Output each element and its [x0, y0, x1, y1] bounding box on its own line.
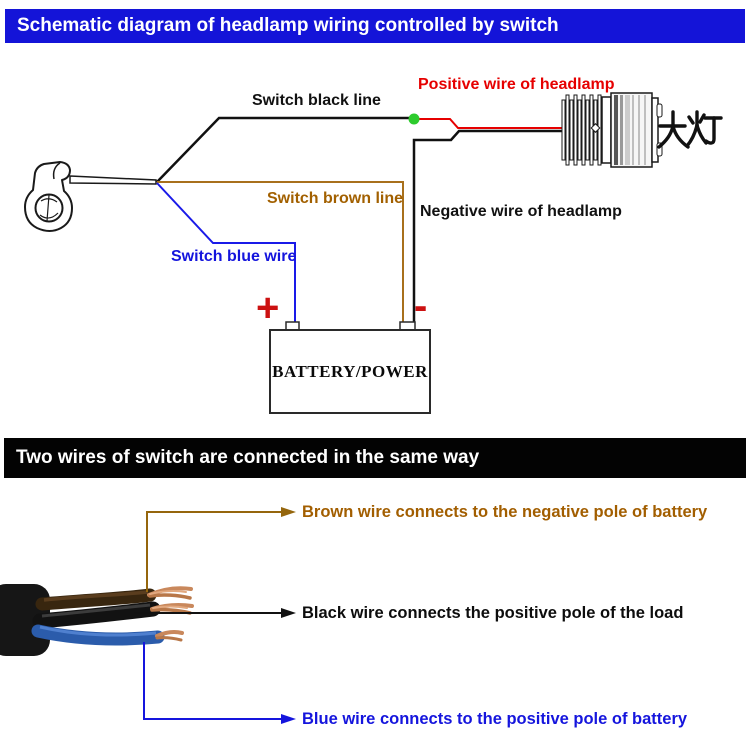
blue-wire-note: Blue wire connects to the positive pole of battery	[302, 710, 688, 728]
headlamp-icon	[562, 93, 662, 167]
headlamp-cn-text	[658, 108, 724, 150]
battery-label: BATTERY/POWER	[272, 361, 428, 381]
brown-callout-arrow	[147, 507, 296, 592]
headlamp-negative-wire	[414, 131, 564, 323]
battery-plus-sign: +	[256, 286, 280, 330]
positive-wire-label: Positive wire of headlamp	[418, 76, 615, 93]
switch-black-wire	[157, 118, 410, 182]
blue-callout-arrow	[144, 642, 296, 724]
switch-clamp-icon	[25, 162, 72, 231]
switch-black-line-label: Switch black line	[252, 92, 381, 109]
switch-blue-wire-label: Switch blue wire	[171, 248, 297, 265]
green-junction-dot	[409, 114, 420, 125]
switch-lever	[70, 176, 156, 184]
section-banner: Two wires of switch are connected in the same way	[4, 438, 746, 478]
switch-brown-line-label: Switch brown line	[267, 190, 404, 207]
brown-wire-note: Brown wire connects to the negative pole of battery	[302, 503, 708, 521]
negative-wire-label: Negative wire of headlamp	[420, 203, 622, 220]
battery-minus-sign: -	[414, 284, 428, 328]
black-wire-note: Black wire connects the positive pole of the load	[302, 604, 684, 622]
headlamp-positive-wire	[419, 119, 564, 128]
title-banner: Schematic diagram of headlamp wiring controlled by switch	[5, 9, 745, 43]
cable-photo	[0, 584, 192, 656]
